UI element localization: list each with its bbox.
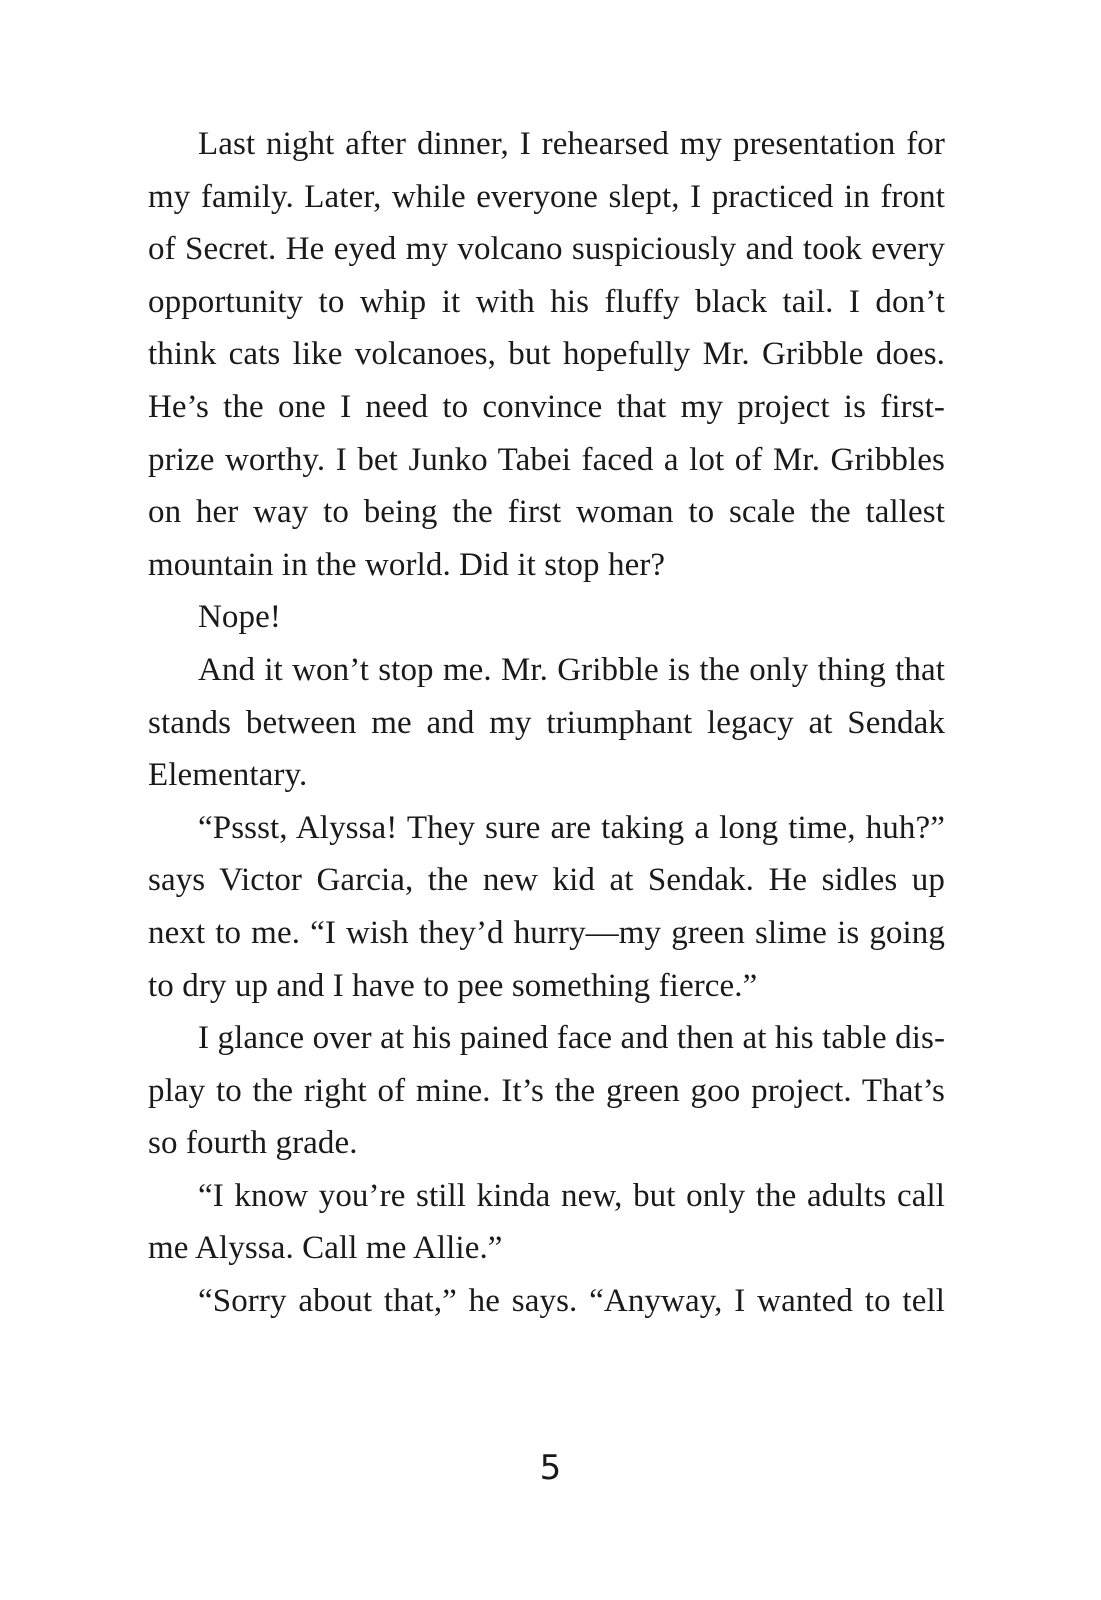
paragraph: Nope! xyxy=(198,599,281,636)
paragraph: I glance over at his pained face and then at his table display to the right of mine. It’s the green goo project. That’s so fourth grade. xyxy=(148,1020,945,1162)
paragraph: “I know you’re still kinda new, but only the adults call me Alyssa. Call me Allie.” xyxy=(148,1177,945,1267)
paragraph-last-line: “Sorry about that,” he says. “Anyway, I wanted to tell xyxy=(198,1283,945,1320)
paragraph: And it won’t stop me. Mr. Gribble is the only thing that stands between me and my triumphant legacy at Sendak Elementary. xyxy=(148,651,945,794)
page-number: 5 xyxy=(539,1448,562,1488)
paragraph: Last night after dinner, I rehearsed my presentation for my family. Later, while everyone slept, I practiced in front of Secret. He eyed my volcano suspiciously and took every opportunity to whip it with his fluffy black tail. I don’t think cats like volcanoes, but hopefully Mr. Gribble does. He’s the one I need to convince that my project is first-prize worthy. I bet Junko Tabei faced a lot of Mr. Gribbles on her way to being the first woman to scale the tallest mountain in the world. Did it stop her? xyxy=(148,126,945,583)
body-text xyxy=(148,118,945,1328)
paragraph: “Pssst, Alyssa! They sure are taking a long time, huh?” says Victor Garcia, the new kid at Sendak. He sidles up next to me. “I wish they’d hurry—my green slime is going to dry up and I have to pee something fierce.” xyxy=(148,809,945,1004)
